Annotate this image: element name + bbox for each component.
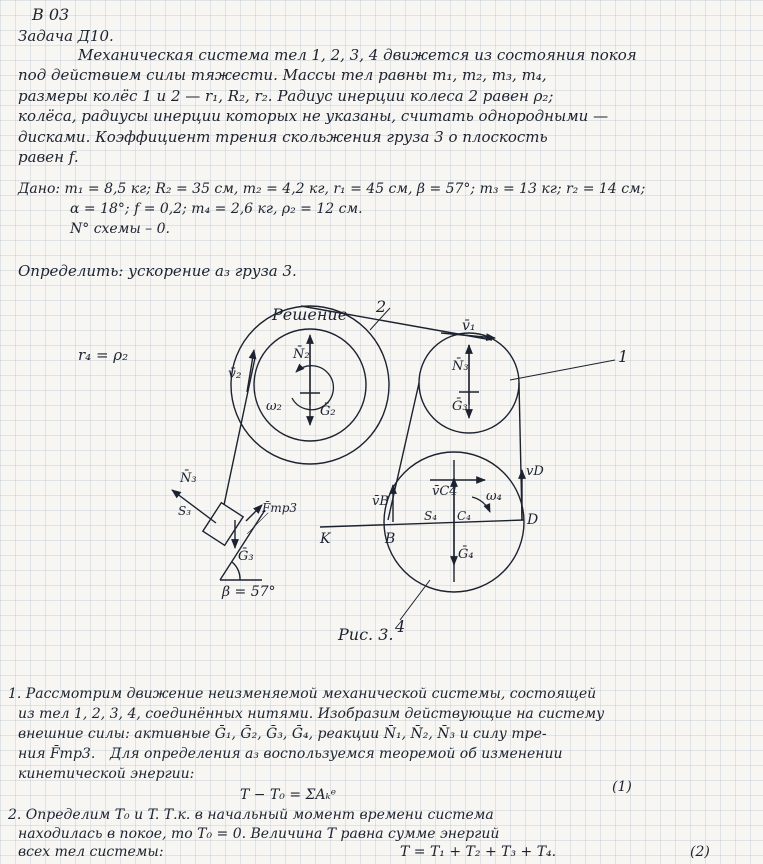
label-body-2: 2	[376, 297, 387, 316]
label-vC4: v̄C4	[432, 484, 458, 499]
equation-number: (2)	[690, 844, 710, 860]
solution-line: Для определения a₃ воспользуемся теоремой об изменении	[110, 746, 563, 762]
label-vB: v̄B	[372, 494, 389, 509]
label-N3: N̄₃	[180, 471, 197, 486]
solution-line: из тел 1, 2, 3, 4, соединённых нитями. Изобразим действующие на систему	[18, 706, 605, 722]
statement-line: размеры колёс 1 и 2 — r₁, R₂, r₂. Радиус инерции колеса 2 равен ρ₂;	[18, 87, 554, 105]
solution-line: всех тел системы:	[18, 844, 164, 860]
find-line: Определить: ускорение a₃ груза 3.	[18, 262, 297, 280]
equation-number: (1)	[612, 779, 632, 795]
label-beta: β = 57°	[222, 584, 276, 600]
statement-line: колёса, радиусы инерции которых не указаны, считать однородными —	[18, 107, 609, 125]
figure-caption: Рис. 3.	[338, 625, 394, 644]
task-title: Задача Д10.	[18, 27, 114, 45]
label-B: B	[385, 531, 396, 547]
statement-line: дисками. Коэффициент трения скольжения груза 3 о плоскость	[18, 128, 548, 146]
statement-line: под действием силы тяжести. Массы тел равны m₁, m₂, m₃, m₄,	[18, 66, 547, 84]
label-body-4: 4	[395, 617, 406, 636]
solution-line: кинетической энергии:	[18, 766, 195, 782]
solution-line: 1. Рассмотрим движение неизменяемой механической системы, состоящей	[8, 686, 597, 702]
solution-heading: Решение	[272, 305, 348, 324]
variant-number: В 03	[32, 5, 70, 24]
label-D: D	[527, 512, 539, 528]
label-body-1: 1	[618, 347, 629, 366]
label-G2: Ḡ₂	[320, 404, 336, 419]
given-line: α = 18°; f = 0,2; m₄ = 2,6 кг, ρ₂ = 12 см.	[70, 201, 363, 217]
label-omega4: ω₄	[486, 489, 502, 504]
label-G4: Ḡ₄	[458, 547, 474, 562]
label-C4: C₄	[457, 509, 471, 523]
label-v2: v̄₂	[228, 366, 242, 382]
label-N1: N̄₃	[452, 359, 469, 374]
label-omega2: ω₂	[266, 399, 282, 414]
label-G1: Ḡ₃	[452, 399, 468, 414]
label-vD: vD	[526, 464, 544, 479]
label-S4: S₄	[424, 509, 438, 523]
label-N2: N̄₂	[293, 347, 310, 362]
label-S3: S₃	[178, 504, 192, 518]
solution-line: внешние силы: активные Ḡ₁, Ḡ₂, Ḡ₃, Ḡ₄, реакции N̄₁, N̄₂, N̄₃ и силу тре-	[18, 726, 547, 742]
given-line: N° схемы – 0.	[70, 221, 170, 237]
equation-1: T − T₀ = ΣAₖᵉ	[240, 787, 337, 803]
statement-line: Механическая система тел 1, 2, 3, 4 движется из состояния покоя	[78, 46, 637, 64]
radius-note: r₄ = ρ₂	[78, 346, 129, 364]
solution-line: 2. Определим T₀ и T. Т.к. в начальный момент времени система	[8, 807, 494, 823]
solution-line: находилась в покое, то T₀ = 0. Величина T равна сумме энергий	[18, 826, 500, 842]
label-G3: Ḡ₃	[238, 549, 254, 564]
given-line: Дано: m₁ = 8,5 кг; R₂ = 35 см, m₂ = 4,2 кг, r₁ = 45 см, β = 57°; m₃ = 13 кг; r₂ = 14 см;	[18, 181, 646, 197]
label-K: K	[320, 531, 331, 547]
solution-line: ния F̄тр3.	[18, 746, 96, 762]
equation-2: T = T₁ + T₂ + T₃ + T₄.	[400, 844, 557, 860]
statement-line: равен f.	[18, 148, 79, 166]
label-Ftr3: F̄тр3	[262, 501, 298, 515]
load-3	[203, 503, 243, 546]
label-v1: v̄₁	[462, 318, 476, 334]
